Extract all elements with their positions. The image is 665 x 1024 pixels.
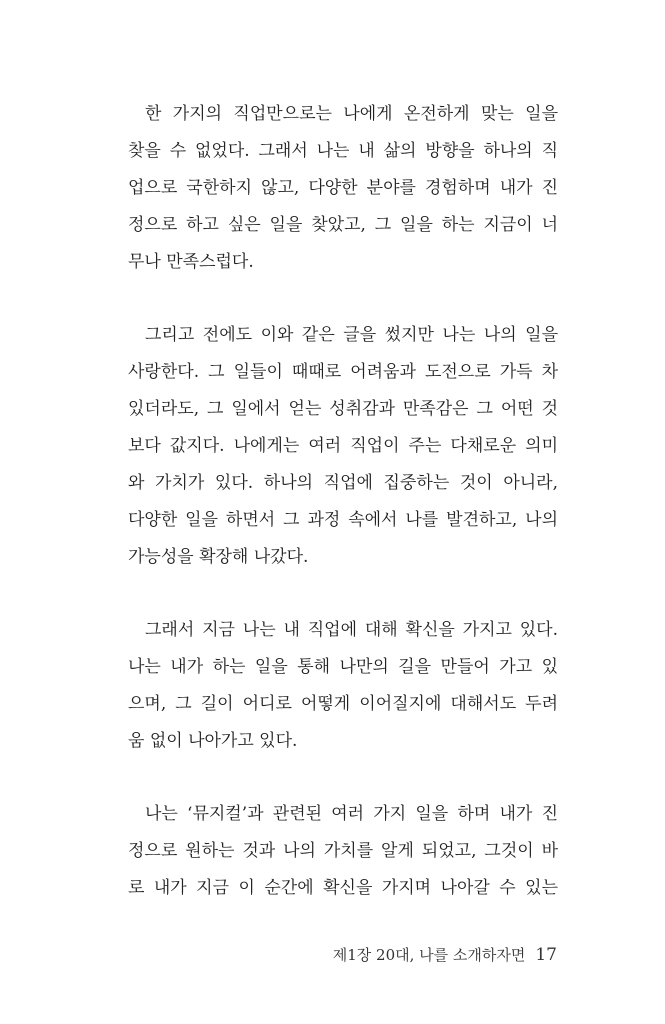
text-line: 업으로 국한하지 않고, 다양한 분야를 경험하며 내가 진 [128, 178, 558, 198]
text-line: 로 내가 지금 이 순간에 확신을 가지며 나아갈 수 있는 [128, 878, 558, 898]
text-line: 으며, 그 길이 어디로 어떻게 이어질지에 대해서도 두려 [128, 694, 558, 714]
paragraph-2 [128, 317, 558, 576]
paragraph-4 [128, 796, 558, 907]
paragraph-1 [128, 96, 558, 281]
text-line: 한 가지의 직업만으로는 나에게 온전하게 맞는 일을 [145, 104, 558, 124]
text-line: 사랑한다. 그 일들이 때때로 어려움과 도전으로 가득 차 [128, 362, 558, 382]
text-line: 움 없이 나아가고 있다. [128, 731, 298, 751]
text-line: 나는 ‘뮤지컬’과 관련된 여러 가지 일을 하며 내가 진 [145, 804, 558, 824]
page-number: 17 [535, 945, 557, 965]
text-line: 찾을 수 없었다. 그래서 나는 내 삶의 방향을 하나의 직 [128, 141, 558, 161]
text-line: 나는 내가 하는 일을 통해 나만의 길을 만들어 가고 있 [128, 657, 558, 677]
text-line: 있더라도, 그 일에서 얻는 성취감과 만족감은 그 어떤 것 [128, 399, 558, 419]
text-line: 다양한 일을 하면서 그 과정 속에서 나를 발견하고, 나의 [128, 510, 558, 530]
page-footer [333, 944, 557, 966]
text-line: 보다 값지다. 나에게는 여러 직업이 주는 다채로운 의미 [128, 436, 558, 456]
text-line: 정으로 원하는 것과 나의 가치를 알게 되었고, 그것이 바 [128, 841, 558, 861]
text-line: 와 가치가 있다. 하나의 직업에 집중하는 것이 아니라, [128, 473, 558, 493]
text-line: 그리고 전에도 이와 같은 글을 썼지만 나는 나의 일을 [145, 325, 558, 345]
text-line: 무나 만족스럽다. [128, 252, 254, 272]
text-line: 가능성을 확장해 나갔다. [128, 547, 309, 567]
text-line: 그래서 지금 나는 내 직업에 대해 확신을 가지고 있다. [145, 620, 558, 640]
paragraph-3 [128, 612, 558, 760]
chapter-title: 제1장 20대, 나를 소개하자면 [332, 946, 526, 964]
text-line: 정으로 하고 싶은 일을 찾았고, 그 일을 하는 지금이 너 [128, 215, 558, 235]
